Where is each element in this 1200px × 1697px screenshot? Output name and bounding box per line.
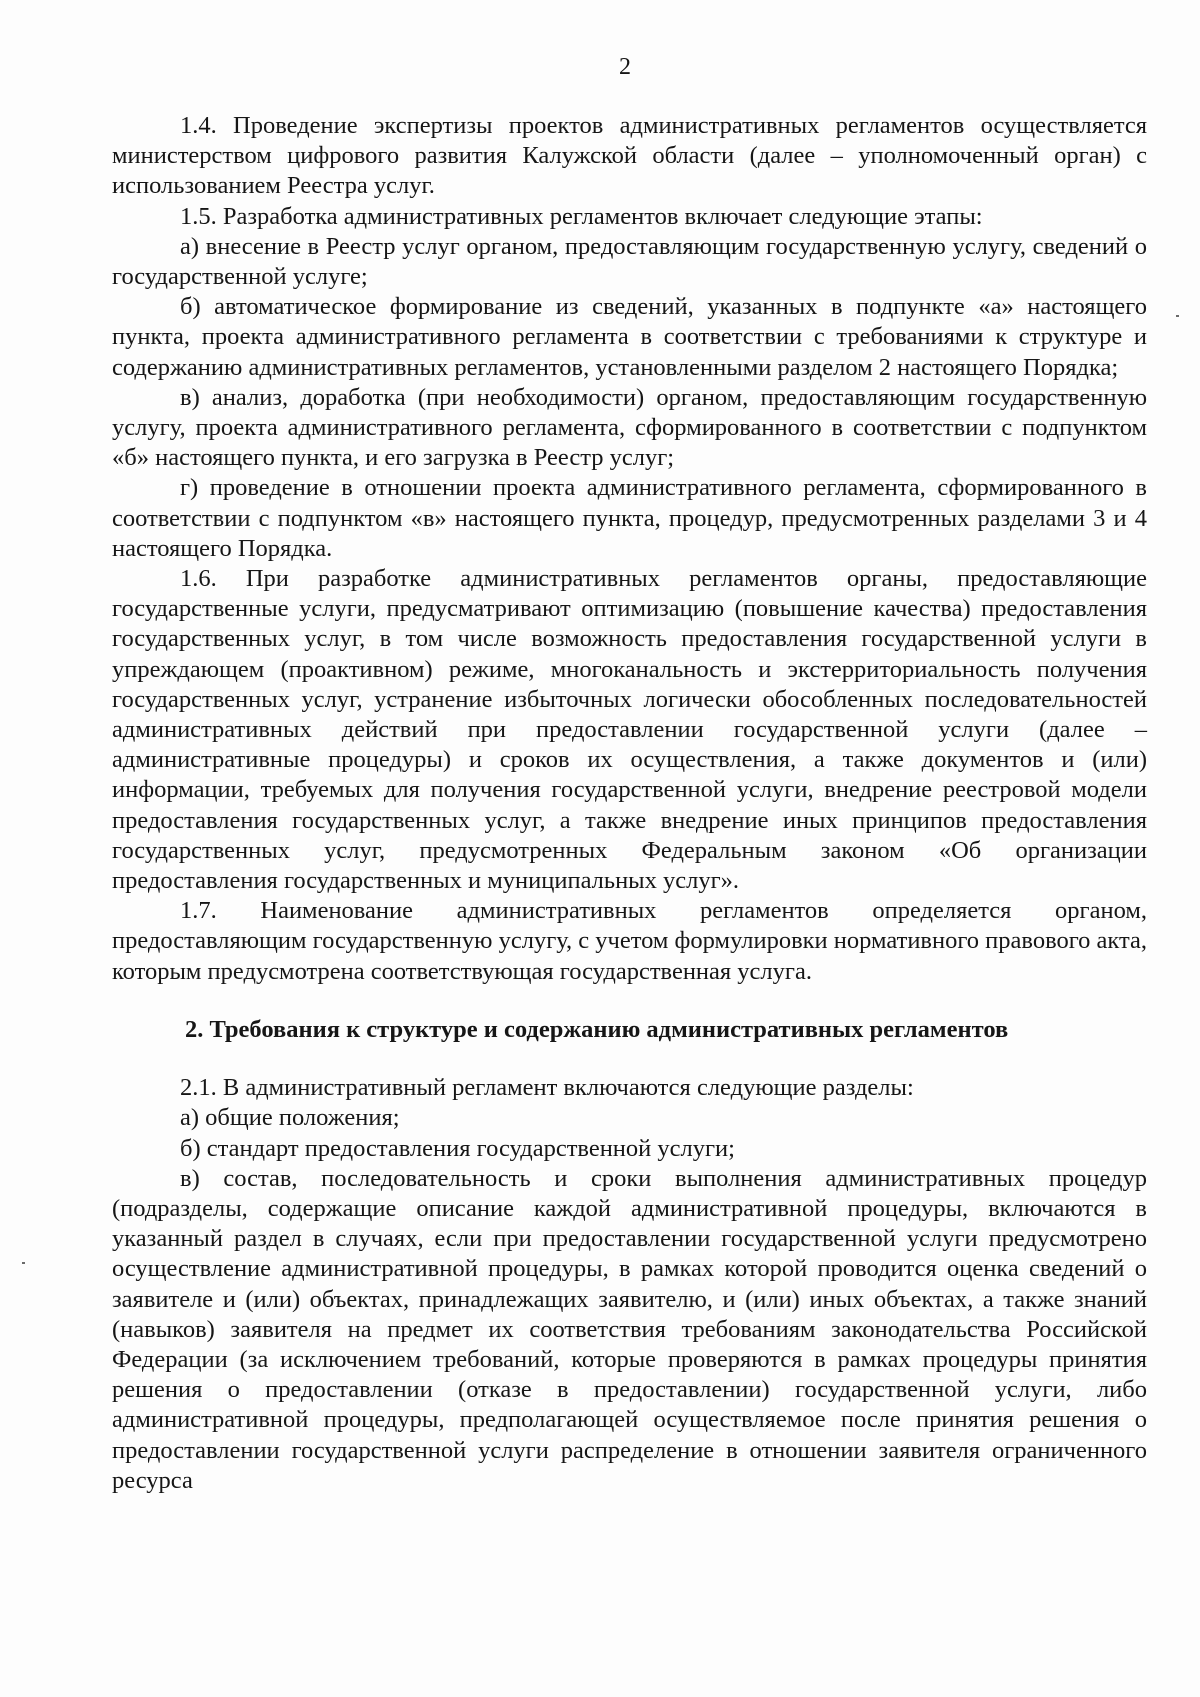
paragraph-1-5: 1.5. Разработка административных регламентов включает следующие этапы: [180, 202, 983, 230]
paragraph-2-1-b: б) стандарт предоставления государственной услуги; [180, 1134, 735, 1162]
paragraph-1-5-v: в) анализ, доработка (при необходимости) органом, предоставляющим государственную услугу, проекта административного регламента, сформированного в соответствии с подпунктом «б» настоящего пункта, и его загрузка в Реестр услуг; [112, 383, 1147, 472]
paragraph-1-6: 1.6. При разработке административных регламентов органы, предоставляющие государственные услуги, предусматривают оптимизацию (повышение качества) предоставления государственных услуг, в том числе возможность предоставления государственной услуги в упреждающем (проактивном) режиме, многоканальность и экстерриториальность получения государственных услуг, устранение избыточных логически обособленных последовательностей административных действий при предоставлении государственной услуги (далее – административные процедуры) и сроков их осуществления, а также документов и (или) информации, требуемых для получения государственной услуги, внедрение реестровой модели предоставления государственных услуг, а также внедрение иных принципов предоставления государственных услуг, предусмотренных Федеральным законом «Об организации предоставления государственных и муниципальных услуг». [112, 565, 1147, 895]
paragraph-1-5-g: г) проведение в отношении проекта административного регламента, сформированного в соответствии с подпунктом «в» настоящего пункта, процедур, предусмотренных разделами 3 и 4 настоящего Порядка. [112, 474, 1147, 562]
paragraph-1-7: 1.7. Наименование административных регламентов определяется органом, предоставляющим государственную услугу, с учетом формулировки нормативного правового акта, которым предусмотрена соответствующая государственная услуга. [112, 897, 1147, 985]
paragraph-2-1: 2.1. В административный регламент включаются следующие разделы: [180, 1074, 914, 1102]
page-number: 2 [619, 54, 631, 80]
section-2-heading: 2. Требования к структуре и содержанию административных регламентов [185, 1015, 1009, 1043]
scan-speck [1176, 315, 1179, 317]
paragraph-2-1-v: в) состав, последовательность и сроки выполнения административных процедур (подразделы, содержащие описание каждой административной процедуры, включаются в указанный раздел в случаях, если при предоставлении государственной услуги предусмотрено осуществление административной процедуры, в рамках которой проводится оценка сведений о заявителе и (или) объектах, принадлежащих заявителю, и (или) иных объектах, а также знаний (навыков) заявителя на предмет их соответствия требованиям законодательства Российской Федерации (за исключением требований, которые проверяются в рамках процедуры принятия решения о предоставлении (отказе в предоставлении) государственной услуги, либо административной процедуры, предполагающей осуществляемое после принятия решения о предоставлении государственной услуги распределение в отношении заявителя ограниченного ресурса [112, 1164, 1147, 1494]
document-body [112, 111, 1147, 1496]
paragraph-1-4: 1.4. Проведение экспертизы проектов административных регламентов осуществляется министерством цифрового развития Калужской области (далее – уполномоченный орган) с использованием Реестра услуг. [112, 112, 1147, 200]
scan-speck [22, 1262, 25, 1264]
paragraph-1-5-b: б) автоматическое формирование из сведений, указанных в подпункте «а» настоящего пункта, проекта административного регламента в соответствии с требованиями к структуре и содержанию административных регламентов, установленными разделом 2 настоящего Порядка; [112, 293, 1147, 381]
paragraph-2-1-a: а) общие положения; [180, 1104, 400, 1132]
paragraph-1-5-a: а) внесение в Реестр услуг органом, предоставляющим государственную услугу, сведений о государственной услуге; [112, 232, 1147, 291]
